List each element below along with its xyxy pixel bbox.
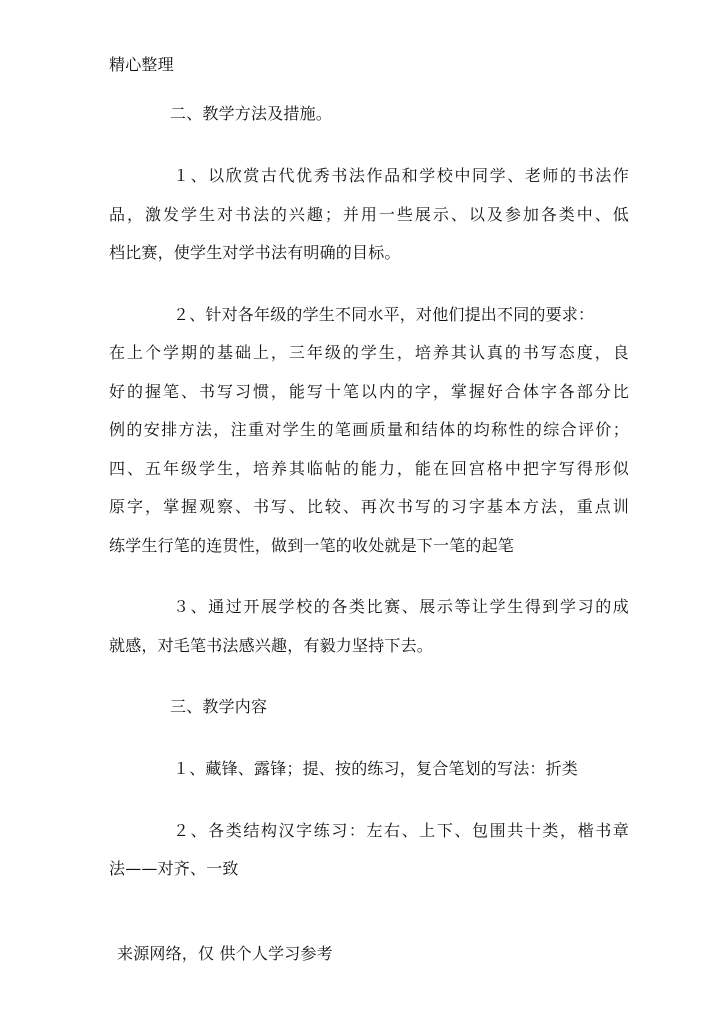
methods-heading: 二、教学方法及措施。: [170, 104, 333, 123]
paragraph-line: ２、针对各年级的学生不同水平，对他们提出不同的要求：: [173, 305, 595, 324]
paragraph-line: 好的握笔、书写习惯，能写十笔以内的字，掌握好合体字各部分比: [109, 382, 629, 401]
paragraph-line: ３、通过开展学校的各类比赛、展示等让学生得到学习的成: [173, 597, 629, 616]
paragraph-line: 在上个学期的基础上，三年级的学生，培养其认真的书写态度，良: [109, 343, 629, 362]
paragraph-line: 例的安排方法，注重对学生的笔画质量和结体的均称性的综合评价；: [109, 420, 629, 439]
paragraph-line: 档比赛，使学生对学书法有明确的目标。: [109, 243, 401, 262]
paragraph-line: 四、五年级学生，培养其临帖的能力，能在回宫格中把字写得形似: [109, 459, 629, 478]
paragraph-line: 就感，对毛笔书法感兴趣，有毅力坚持下去。: [109, 636, 434, 655]
page-header: 精心整理: [109, 55, 174, 74]
paragraph-line: １、藏锋、露锋；提、按的练习，复合笔划的写法：折类: [173, 759, 579, 778]
paragraph-line: 原字，掌握观察、书写、比较、再次书写的习字基本方法，重点训: [109, 497, 629, 516]
content-heading: 三、教学内容: [170, 697, 268, 716]
paragraph-line: ２、各类结构汉字练习：左右、上下、包围共十类，楷书章: [173, 821, 629, 840]
page-footer: 来源网络，仅 供个人学习参考: [117, 944, 333, 963]
paragraph-line: 法——对齐、一致: [109, 859, 239, 878]
paragraph-line: １、以欣赏古代优秀书法作品和学校中同学、老师的书法作: [173, 166, 629, 185]
paragraph-line: 品，激发学生对书法的兴趣；并用一些展示、以及参加各类中、低: [109, 205, 629, 224]
paragraph-line: 练学生行笔的连贯性，做到一笔的收处就是下一笔的起笔: [109, 536, 515, 555]
